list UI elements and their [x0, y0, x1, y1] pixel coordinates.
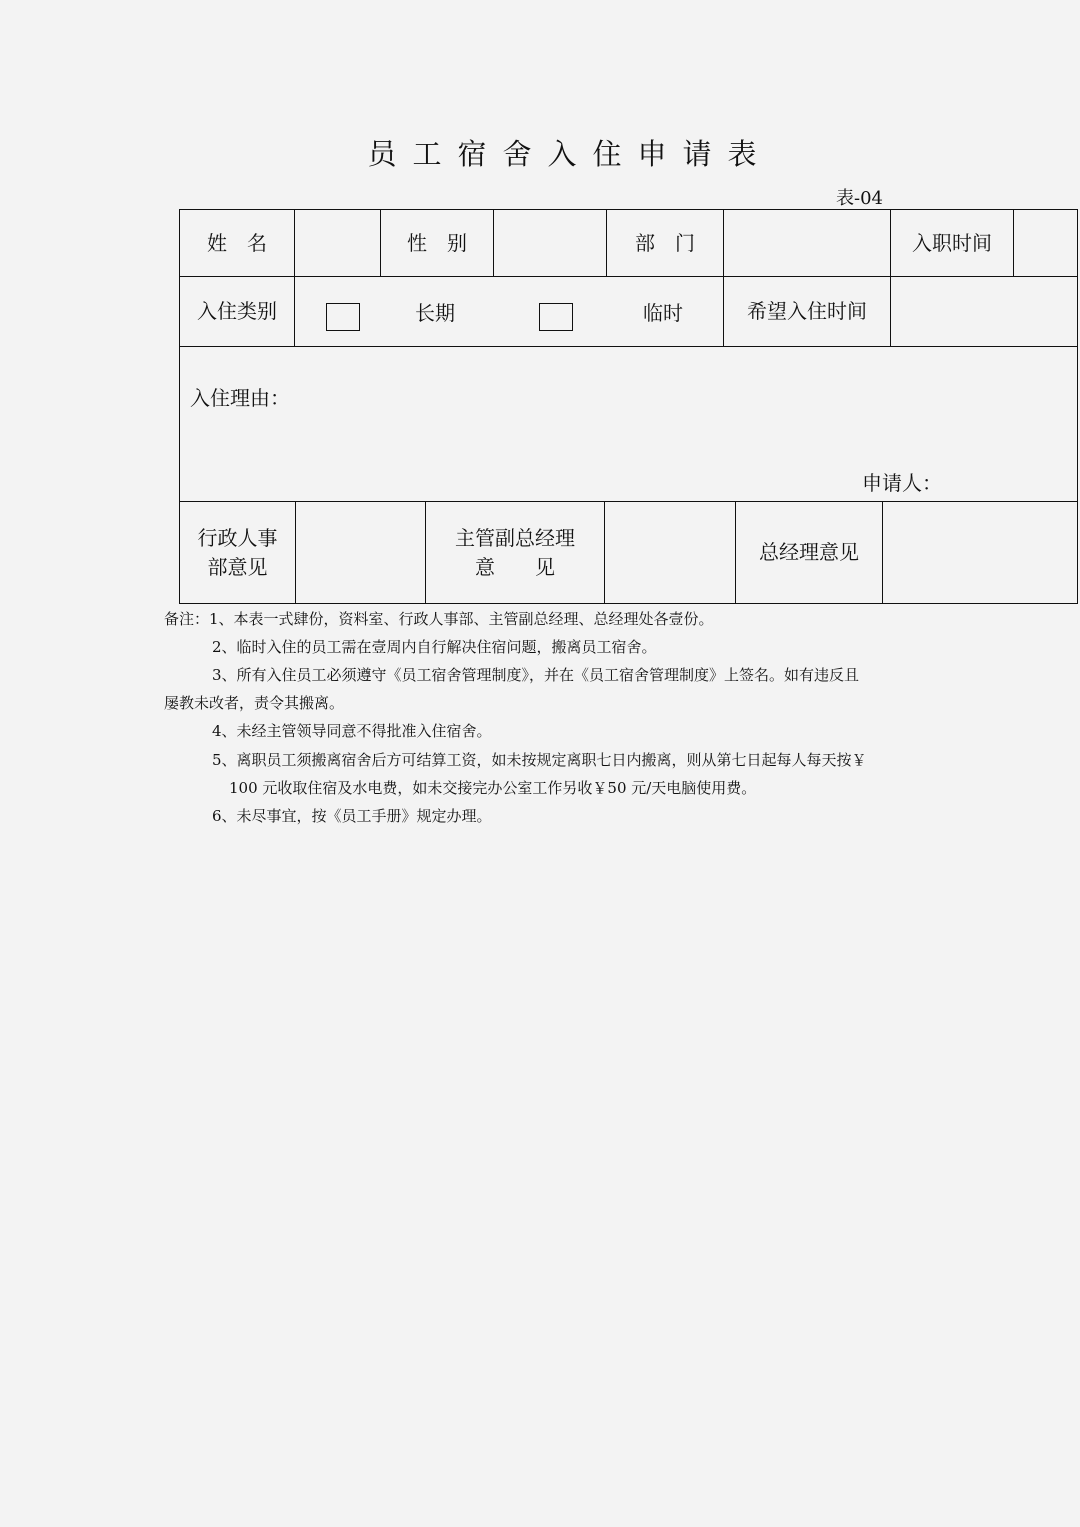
note-3-continued: 屡教未改者，责令其搬离。 [164, 694, 345, 712]
gm-opinion-field[interactable] [882, 501, 1078, 604]
reason-box[interactable] [179, 346, 1078, 502]
desired-date-field[interactable] [890, 276, 1078, 347]
note-2: 2、临时入住的员工需在壹周内自行解决住宿问题，搬离员工宿舍。 [212, 638, 657, 656]
desired-date-label: 希望入住时间 [723, 276, 891, 347]
admin-hr-opinion-label: 行政人事 部意见 [179, 501, 296, 604]
residence-type-label: 入住类别 [179, 276, 295, 347]
note-5: 5、离职员工须搬离宿舍后方可结算工资，如未按规定离职七日内搬离，则从第七日起每人每天按￥ [212, 751, 867, 769]
department-field[interactable] [723, 209, 891, 277]
long-term-checkbox[interactable] [326, 303, 360, 331]
deputy-gm-opinion-field[interactable] [604, 501, 736, 604]
reason-label: 入住理由： [190, 386, 290, 410]
temporary-checkbox[interactable] [539, 303, 573, 331]
hire-date-field[interactable] [1013, 209, 1078, 277]
note-5-continued: 100 元收取住宿及水电费，如未交接完办公室工作另收￥50 元/天电脑使用费。 [229, 779, 757, 797]
gender-field[interactable] [493, 209, 607, 277]
form-number: 表-04 [836, 188, 883, 209]
applicant-label: 申请人： [862, 471, 942, 495]
note-4: 4、未经主管领导同意不得批准入住宿舍。 [212, 722, 492, 740]
note-6: 6、未尽事宜，按《员工手册》规定办理。 [212, 807, 492, 825]
long-term-label: 长期 [415, 301, 455, 325]
name-label: 姓 名 [179, 209, 295, 277]
admin-hr-opinion-field[interactable] [295, 501, 426, 604]
note-3: 3、所有入住员工必须遵守《员工宿舍管理制度》，并在《员工宿舍管理制度》上签名。如有违反且 [212, 666, 860, 684]
gender-label: 性 别 [380, 209, 494, 277]
temporary-label: 临时 [643, 301, 683, 325]
note-1: 备注：1、本表一式肆份，资料室、行政人事部、主管副总经理、总经理处各壹份。 [164, 610, 714, 628]
form-title: 员工宿舍入住申请表 [367, 137, 773, 171]
department-label: 部 门 [606, 209, 724, 277]
hire-date-label: 入职时间 [890, 209, 1014, 277]
name-field[interactable] [294, 209, 381, 277]
deputy-gm-opinion-label: 主管副总经理 意 见 [425, 501, 605, 604]
gm-opinion-label: 总经理意见 [735, 501, 883, 604]
